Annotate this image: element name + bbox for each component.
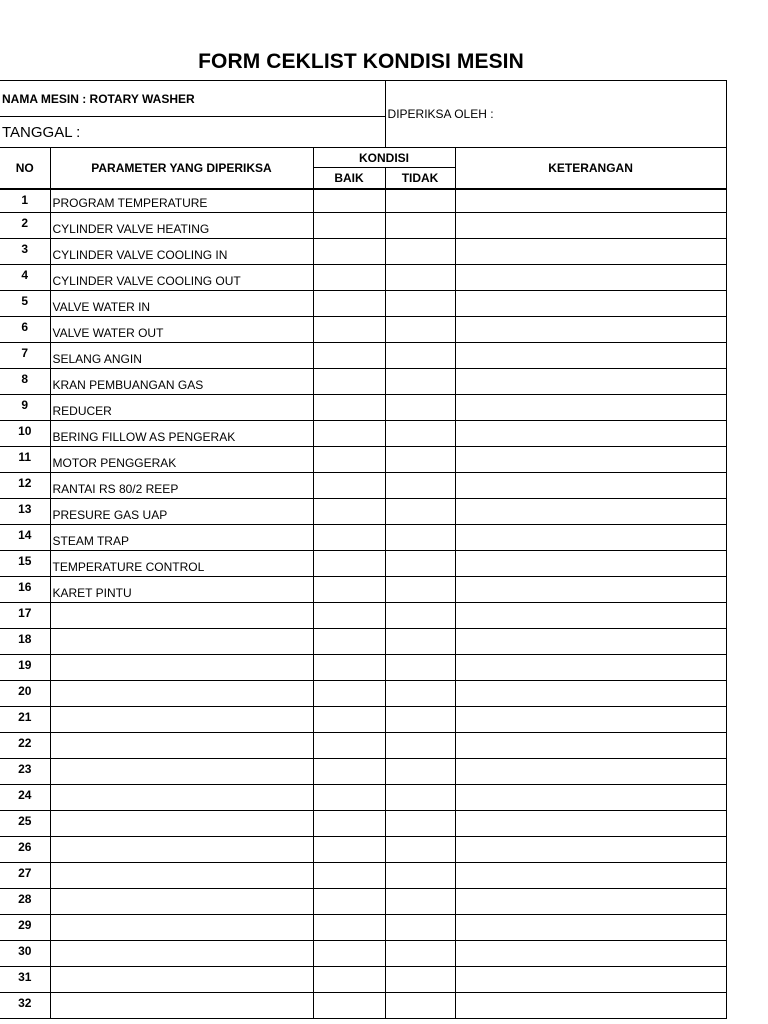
tidak-check-cell[interactable]: [385, 915, 455, 941]
row-number: 21: [0, 707, 50, 733]
tidak-check-cell[interactable]: [385, 863, 455, 889]
row-number: 8: [0, 369, 50, 395]
keterangan-cell[interactable]: [455, 941, 726, 967]
table-row: [0, 811, 726, 837]
baik-check-cell[interactable]: [313, 577, 385, 603]
row-number: 4: [0, 265, 50, 291]
row-number: 12: [0, 473, 50, 499]
parameter-cell[interactable]: [50, 603, 313, 629]
keterangan-cell[interactable]: [455, 343, 726, 369]
table-row: [0, 473, 726, 499]
parameter-cell[interactable]: CYLINDER VALVE COOLING IN: [50, 239, 313, 265]
keterangan-cell[interactable]: [455, 577, 726, 603]
row-number: 7: [0, 343, 50, 369]
tidak-check-cell[interactable]: [385, 577, 455, 603]
baik-check-cell[interactable]: [313, 889, 385, 915]
tidak-check-cell[interactable]: [385, 941, 455, 967]
keterangan-cell[interactable]: [455, 889, 726, 915]
row-number: 22: [0, 733, 50, 759]
row-number: 25: [0, 811, 50, 837]
row-number: 19: [0, 655, 50, 681]
table-row: [0, 837, 726, 863]
tidak-check-cell[interactable]: [385, 629, 455, 655]
baik-check-cell[interactable]: [313, 551, 385, 577]
parameter-cell[interactable]: [50, 863, 313, 889]
row-number: 17: [0, 603, 50, 629]
tidak-check-cell[interactable]: [385, 499, 455, 525]
parameter-cell[interactable]: [50, 681, 313, 707]
keterangan-cell[interactable]: [455, 603, 726, 629]
parameter-cell[interactable]: RANTAI RS 80/2 REEP: [50, 473, 313, 499]
parameter-cell[interactable]: [50, 837, 313, 863]
baik-check-cell[interactable]: [313, 993, 385, 1019]
parameter-cell[interactable]: CYLINDER VALVE COOLING OUT: [50, 265, 313, 291]
header-no: NO: [0, 148, 50, 189]
tidak-check-cell[interactable]: [385, 967, 455, 993]
form-title: FORM CEKLIST KONDISI MESIN: [198, 50, 524, 73]
keterangan-cell[interactable]: [455, 967, 726, 993]
row-number: 13: [0, 499, 50, 525]
parameter-cell[interactable]: [50, 655, 313, 681]
baik-check-cell[interactable]: [313, 655, 385, 681]
tidak-check-cell[interactable]: [385, 189, 455, 213]
tidak-check-cell[interactable]: [385, 525, 455, 551]
keterangan-cell[interactable]: [455, 733, 726, 759]
header-kondisi: KONDISI: [313, 148, 455, 168]
row-number: 5: [0, 291, 50, 317]
table-row: [0, 941, 726, 967]
baik-check-cell[interactable]: [313, 941, 385, 967]
baik-check-cell[interactable]: [313, 317, 385, 343]
tidak-check-cell[interactable]: [385, 343, 455, 369]
baik-check-cell[interactable]: [313, 369, 385, 395]
header-tidak: TIDAK: [385, 168, 455, 189]
row-number: 32: [0, 993, 50, 1019]
keterangan-cell[interactable]: [455, 239, 726, 265]
keterangan-cell[interactable]: [455, 213, 726, 239]
table-row: [0, 681, 726, 707]
parameter-cell[interactable]: TEMPERATURE CONTROL: [50, 551, 313, 577]
baik-check-cell[interactable]: [313, 395, 385, 421]
baik-check-cell[interactable]: [313, 499, 385, 525]
table-row: [0, 655, 726, 681]
tidak-check-cell[interactable]: [385, 239, 455, 265]
keterangan-cell[interactable]: [455, 655, 726, 681]
row-number: 23: [0, 759, 50, 785]
parameter-cell[interactable]: [50, 941, 313, 967]
baik-check-cell[interactable]: [313, 343, 385, 369]
parameter-cell[interactable]: PROGRAM TEMPERATURE: [50, 189, 313, 213]
table-row: [0, 447, 726, 473]
keterangan-cell[interactable]: [455, 707, 726, 733]
baik-check-cell[interactable]: [313, 733, 385, 759]
row-number: 24: [0, 785, 50, 811]
machine-name-field[interactable]: NAMA MESIN : ROTARY WASHER: [0, 81, 385, 117]
parameter-cell[interactable]: MOTOR PENGGERAK: [50, 447, 313, 473]
tidak-check-cell[interactable]: [385, 213, 455, 239]
keterangan-cell[interactable]: [455, 317, 726, 343]
table-row: [0, 239, 726, 265]
tidak-check-cell[interactable]: [385, 447, 455, 473]
keterangan-cell[interactable]: [455, 551, 726, 577]
table-row: [0, 525, 726, 551]
keterangan-cell[interactable]: [455, 837, 726, 863]
row-number: 14: [0, 525, 50, 551]
parameter-cell[interactable]: [50, 889, 313, 915]
baik-check-cell[interactable]: [313, 291, 385, 317]
tidak-check-cell[interactable]: [385, 395, 455, 421]
baik-check-cell[interactable]: [313, 213, 385, 239]
tidak-check-cell[interactable]: [385, 681, 455, 707]
header-keterangan: KETERANGAN: [455, 148, 726, 189]
tidak-check-cell[interactable]: [385, 993, 455, 1019]
row-number: 28: [0, 889, 50, 915]
table-row: [0, 499, 726, 525]
tidak-check-cell[interactable]: [385, 707, 455, 733]
keterangan-cell[interactable]: [455, 629, 726, 655]
table-row: [0, 603, 726, 629]
row-number: 15: [0, 551, 50, 577]
parameter-cell[interactable]: [50, 993, 313, 1019]
keterangan-cell[interactable]: [455, 189, 726, 213]
tidak-check-cell[interactable]: [385, 889, 455, 915]
table-row: [0, 291, 726, 317]
keterangan-cell[interactable]: [455, 681, 726, 707]
parameter-cell[interactable]: [50, 915, 313, 941]
baik-check-cell[interactable]: [313, 707, 385, 733]
row-number: 11: [0, 447, 50, 473]
keterangan-cell[interactable]: [455, 811, 726, 837]
row-number: 1: [0, 189, 50, 213]
row-number: 27: [0, 863, 50, 889]
table-row: [0, 733, 726, 759]
row-number: 16: [0, 577, 50, 603]
keterangan-cell[interactable]: [455, 473, 726, 499]
row-number: 9: [0, 395, 50, 421]
parameter-cell[interactable]: KRAN PEMBUANGAN GAS: [50, 369, 313, 395]
table-row: [0, 967, 726, 993]
table-row: [0, 707, 726, 733]
parameter-cell[interactable]: CYLINDER VALVE HEATING: [50, 213, 313, 239]
table-row: [0, 551, 726, 577]
baik-check-cell[interactable]: [313, 785, 385, 811]
baik-check-cell[interactable]: [313, 811, 385, 837]
table-row: [0, 889, 726, 915]
table-row: [0, 759, 726, 785]
keterangan-cell[interactable]: [455, 447, 726, 473]
row-number: 2: [0, 213, 50, 239]
tidak-check-cell[interactable]: [385, 785, 455, 811]
parameter-cell[interactable]: [50, 785, 313, 811]
table-row: [0, 577, 726, 603]
keterangan-cell[interactable]: [455, 369, 726, 395]
table-row: [0, 915, 726, 941]
table-row: [0, 629, 726, 655]
row-number: 30: [0, 941, 50, 967]
baik-check-cell[interactable]: [313, 189, 385, 213]
parameter-cell[interactable]: [50, 733, 313, 759]
keterangan-cell[interactable]: [455, 265, 726, 291]
tidak-check-cell[interactable]: [385, 369, 455, 395]
table-row: [0, 213, 726, 239]
table-row: [0, 189, 726, 213]
baik-check-cell[interactable]: [313, 863, 385, 889]
keterangan-cell[interactable]: [455, 291, 726, 317]
keterangan-cell[interactable]: [455, 993, 726, 1019]
tidak-check-cell[interactable]: [385, 655, 455, 681]
table-row: [0, 265, 726, 291]
table-row: [0, 993, 726, 1019]
baik-check-cell[interactable]: [313, 265, 385, 291]
table-row: [0, 785, 726, 811]
header-parameter: PARAMETER YANG DIPERIKSA: [50, 148, 313, 189]
keterangan-cell[interactable]: [455, 785, 726, 811]
keterangan-cell[interactable]: [455, 525, 726, 551]
tidak-check-cell[interactable]: [385, 317, 455, 343]
table-row: [0, 369, 726, 395]
tidak-check-cell[interactable]: [385, 837, 455, 863]
baik-check-cell[interactable]: [313, 421, 385, 447]
table-row: [0, 863, 726, 889]
tidak-check-cell[interactable]: [385, 265, 455, 291]
baik-check-cell[interactable]: [313, 473, 385, 499]
row-number: 26: [0, 837, 50, 863]
baik-check-cell[interactable]: [313, 447, 385, 473]
tidak-check-cell[interactable]: [385, 603, 455, 629]
baik-check-cell[interactable]: [313, 525, 385, 551]
parameter-cell[interactable]: VALVE WATER IN: [50, 291, 313, 317]
row-number: 10: [0, 421, 50, 447]
table-row: [0, 317, 726, 343]
baik-check-cell[interactable]: [313, 837, 385, 863]
tidak-check-cell[interactable]: [385, 811, 455, 837]
parameter-cell[interactable]: BERING FILLOW AS PENGERAK: [50, 421, 313, 447]
parameter-cell[interactable]: PRESURE GAS UAP: [50, 499, 313, 525]
tidak-check-cell[interactable]: [385, 759, 455, 785]
tidak-check-cell[interactable]: [385, 733, 455, 759]
checked-by-field[interactable]: DIPERIKSA OLEH :: [385, 81, 726, 148]
keterangan-cell[interactable]: [455, 915, 726, 941]
keterangan-cell[interactable]: [455, 759, 726, 785]
table-row: [0, 421, 726, 447]
parameter-cell[interactable]: SELANG ANGIN: [50, 343, 313, 369]
keterangan-cell[interactable]: [455, 421, 726, 447]
keterangan-cell[interactable]: [455, 395, 726, 421]
keterangan-cell[interactable]: [455, 499, 726, 525]
tidak-check-cell[interactable]: [385, 421, 455, 447]
row-number: 18: [0, 629, 50, 655]
parameter-cell[interactable]: VALVE WATER OUT: [50, 317, 313, 343]
table-row: [0, 395, 726, 421]
row-number: 6: [0, 317, 50, 343]
tidak-check-cell[interactable]: [385, 551, 455, 577]
parameter-cell[interactable]: [50, 629, 313, 655]
checklist-table: [0, 80, 727, 1019]
parameter-cell[interactable]: STEAM TRAP: [50, 525, 313, 551]
baik-check-cell[interactable]: [313, 629, 385, 655]
parameter-cell[interactable]: [50, 707, 313, 733]
table-row: [0, 343, 726, 369]
date-field[interactable]: TANGGAL :: [0, 117, 385, 148]
parameter-cell[interactable]: [50, 759, 313, 785]
parameter-cell[interactable]: [50, 967, 313, 993]
header-baik: BAIK: [313, 168, 385, 189]
baik-check-cell[interactable]: [313, 603, 385, 629]
baik-check-cell[interactable]: [313, 967, 385, 993]
baik-check-cell[interactable]: [313, 239, 385, 265]
tidak-check-cell[interactable]: [385, 473, 455, 499]
parameter-cell[interactable]: REDUCER: [50, 395, 313, 421]
row-number: 31: [0, 967, 50, 993]
tidak-check-cell[interactable]: [385, 291, 455, 317]
baik-check-cell[interactable]: [313, 681, 385, 707]
baik-check-cell[interactable]: [313, 759, 385, 785]
row-number: 29: [0, 915, 50, 941]
row-number: 3: [0, 239, 50, 265]
parameter-cell[interactable]: [50, 811, 313, 837]
baik-check-cell[interactable]: [313, 915, 385, 941]
row-number: 20: [0, 681, 50, 707]
parameter-cell[interactable]: KARET PINTU: [50, 577, 313, 603]
keterangan-cell[interactable]: [455, 863, 726, 889]
